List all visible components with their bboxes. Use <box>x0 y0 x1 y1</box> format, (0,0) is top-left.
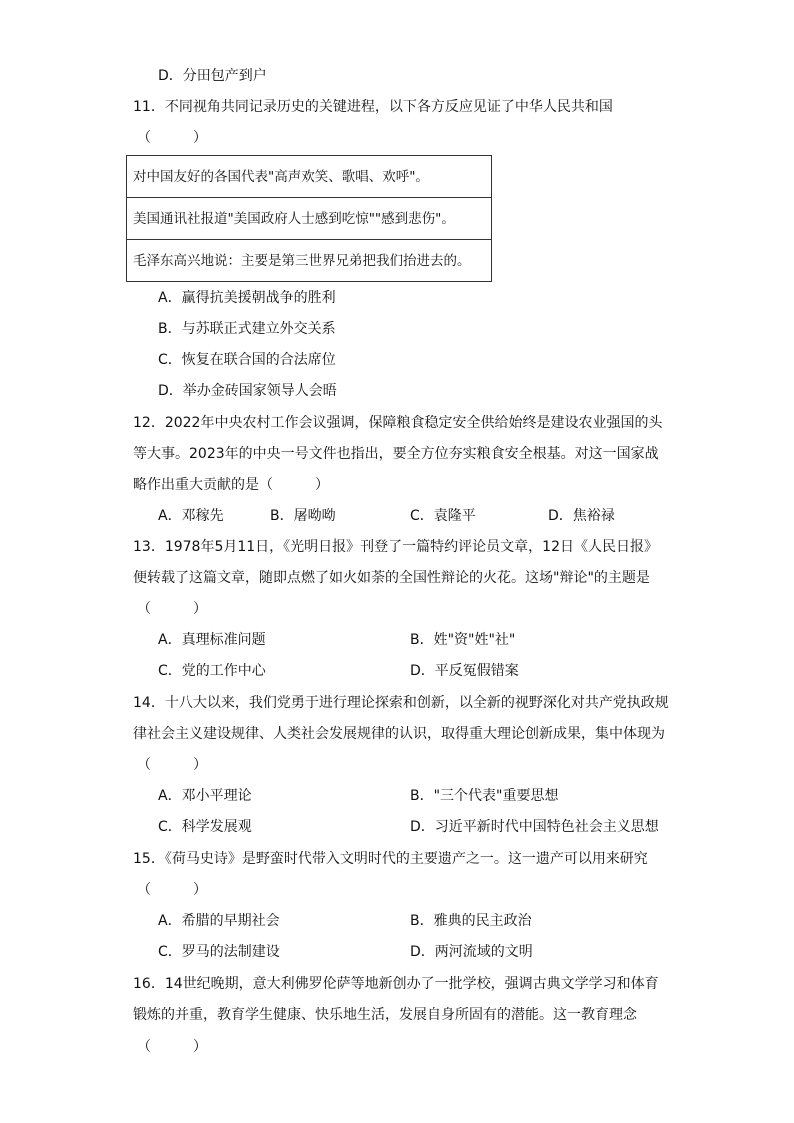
q13-answer-blank: （ ） <box>137 601 207 617</box>
q14-answer-blank: （ ） <box>137 757 207 773</box>
q16-stem-line-2: 锻炼的并重，教育学生健康、快乐地生活，发展自身所固有的潜能。这一教育理念 <box>133 1007 637 1023</box>
q13-option-d[interactable]: D．平反冤假错案 <box>410 663 519 679</box>
q14-stem-line-2: 律社会主义建设规律、人类社会发展规律的认识，取得重大理论创新成果，集中体现为 <box>133 726 665 742</box>
q14-stem-line-1: 14．十八大以来，我们党勇于进行理论探索和创新，以全新的视野深化对共产党执政规 <box>133 695 669 711</box>
q15-stem: 15．《荷马史诗》是野蛮时代带入文明时代的主要遗产之一。这一遗产可以用来研究 <box>133 851 648 867</box>
q16-stem-line-1: 16．14世纪晚期，意大利佛罗伦萨等地新创办了一批学校，强调古典文学学习和体育 <box>133 976 659 992</box>
q11-option-b[interactable]: B．与苏联正式建立外交关系 <box>158 321 336 337</box>
q11-quote-table <box>126 155 492 282</box>
q12-stem-line-2: 等大事。2023年的中央一号文件也指出，要全方位夯实粮食安全根基。对这一国家战 <box>133 446 659 462</box>
q11-option-c[interactable]: C．恢复在联合国的合法席位 <box>158 352 336 368</box>
q12-option-d[interactable]: D．焦裕禄 <box>548 508 615 524</box>
q13-option-c[interactable]: C．党的工作中心 <box>158 663 266 679</box>
q14-option-d[interactable]: D．习近平新时代中国特色社会主义思想 <box>410 819 659 835</box>
q11-quote-1: 对中国友好的各国代表"高声欢笑、歌唱、欢呼"。 <box>127 156 492 198</box>
q11-answer-blank: （ ） <box>137 130 207 146</box>
q12-stem-line-1: 12．2022年中央农村工作会议强调，保障粮食稳定安全供给始终是建设农业强国的头 <box>133 415 663 431</box>
q11-stem: 11．不同视角共同记录历史的关键进程，以下各方反应见证了中华人民共和国 <box>133 99 613 115</box>
q12-option-c[interactable]: C．袁隆平 <box>410 508 476 524</box>
table-row <box>127 198 492 240</box>
q14-option-c[interactable]: C．科学发展观 <box>158 819 252 835</box>
q16-answer-blank: （ ） <box>137 1039 207 1055</box>
table-row <box>127 156 492 198</box>
q11-option-d[interactable]: D．举办金砖国家领导人会晤 <box>158 383 337 399</box>
q15-option-b[interactable]: B．雅典的民主政治 <box>410 913 532 929</box>
q14-option-a[interactable]: A．邓小平理论 <box>158 788 252 804</box>
q14-option-b[interactable]: B．"三个代表"重要思想 <box>410 788 559 804</box>
q11-quote-2: 美国通讯社报道"美国政府人士感到吃惊""感到悲伤"。 <box>127 198 492 240</box>
q13-option-b[interactable]: B．姓"资"姓"社" <box>410 632 516 648</box>
q15-option-a[interactable]: A．希腊的早期社会 <box>158 913 280 929</box>
q13-stem-line-1: 13．1978年5月11日，《光明日报》刊登了一篇特约评论员文章，12日《人民日报》 <box>133 539 658 555</box>
q11-quote-3: 毛泽东高兴地说：主要是第三世界兄弟把我们抬进去的。 <box>127 240 492 282</box>
q15-option-c[interactable]: C．罗马的法制建设 <box>158 944 280 960</box>
q13-option-a[interactable]: A．真理标准问题 <box>158 632 266 648</box>
q12-stem-line-3: 略作出重大贡献的是（ ） <box>133 477 329 493</box>
q12-option-a[interactable]: A．邓稼先 <box>158 508 224 524</box>
q11-option-a[interactable]: A．赢得抗美援朝战争的胜利 <box>158 290 336 306</box>
q15-option-d[interactable]: D．两河流域的文明 <box>410 944 533 960</box>
q13-stem-line-2: 便转载了这篇文章，随即点燃了如火如荼的全国性辩论的火花。这场"辩论"的主题是 <box>133 570 650 586</box>
q12-option-b[interactable]: B．屠呦呦 <box>270 508 336 524</box>
q10-option-d: D．分田包产到户 <box>158 68 267 84</box>
table-row <box>127 240 492 282</box>
q15-answer-blank: （ ） <box>137 882 207 898</box>
